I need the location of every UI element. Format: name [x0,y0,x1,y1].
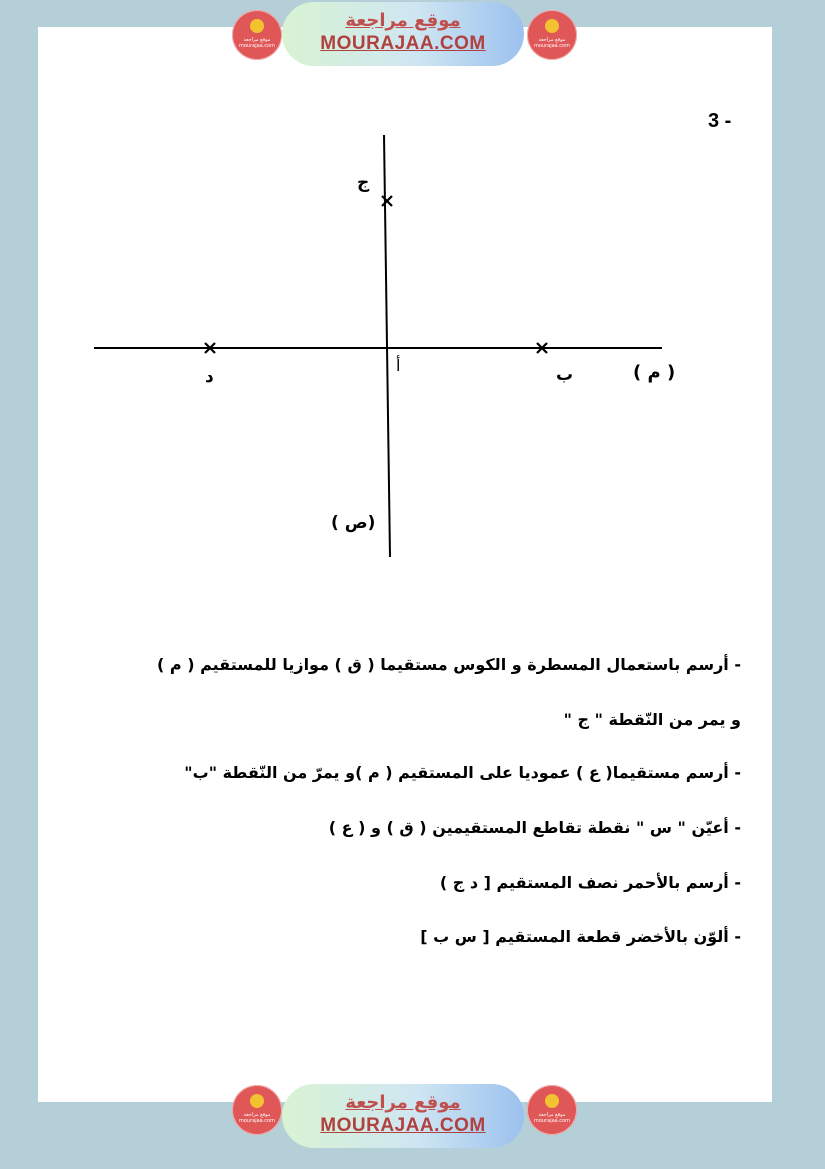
logo-text: موقع مراجعة mourajaa.com [533,1112,570,1124]
label-point-d: د [205,367,214,387]
label-point-alif: أ [396,356,401,375]
label-line-m: ( م ) [633,362,676,383]
site-link[interactable] [282,1084,524,1148]
site-banner-bottom [0,1080,825,1160]
instruction-line: - ألوّن بالأخضر قطعة المستقيم [ س ب ] [420,927,741,946]
instruction-line: - أرسم باستعمال المسطرة و الكوس مستقيما ( ق ) موازيا للمستقيم ( م ) [157,655,741,674]
logo-text: موقع مراجعة mourajaa.com [238,37,275,49]
instruction-line: - أرسم بالأحمر نصف المستقيم [ د ج ) [439,873,741,892]
label-point-j: ج [357,173,370,193]
logo-text: موقع مراجعة mourajaa.com [238,1112,275,1124]
site-title-arabic[interactable]: موقع مراجعة [345,1092,461,1113]
site-logo-icon [527,1085,577,1135]
site-title-english[interactable]: MOURAJAA.COM [320,1115,486,1136]
label-point-b: ب [556,365,574,385]
label-line-s: ( ص) [331,513,376,533]
site-title-arabic[interactable]: موقع مراجعة [345,10,461,31]
logo-badge-icon [250,1094,264,1108]
instruction-line: - أرسم مستقيما( ع ) عموديا على المستقيم ( م )و يمرّ من النّقطة "ب" [184,763,741,782]
logo-text: موقع مراجعة mourajaa.com [533,37,570,49]
site-title-english[interactable]: MOURAJAA.COM [320,33,486,54]
site-logo-icon [232,1085,282,1135]
point-j-mark [382,196,392,206]
instruction-line: و يمر من النّقطة " ج " [563,710,741,729]
logo-badge-icon [545,1094,559,1108]
exercise-number: 3 - [708,110,732,132]
instruction-line: - أعيّن " س " نقطة تقاطع المستقيمين ( ق ) و ( ع ) [328,818,741,837]
